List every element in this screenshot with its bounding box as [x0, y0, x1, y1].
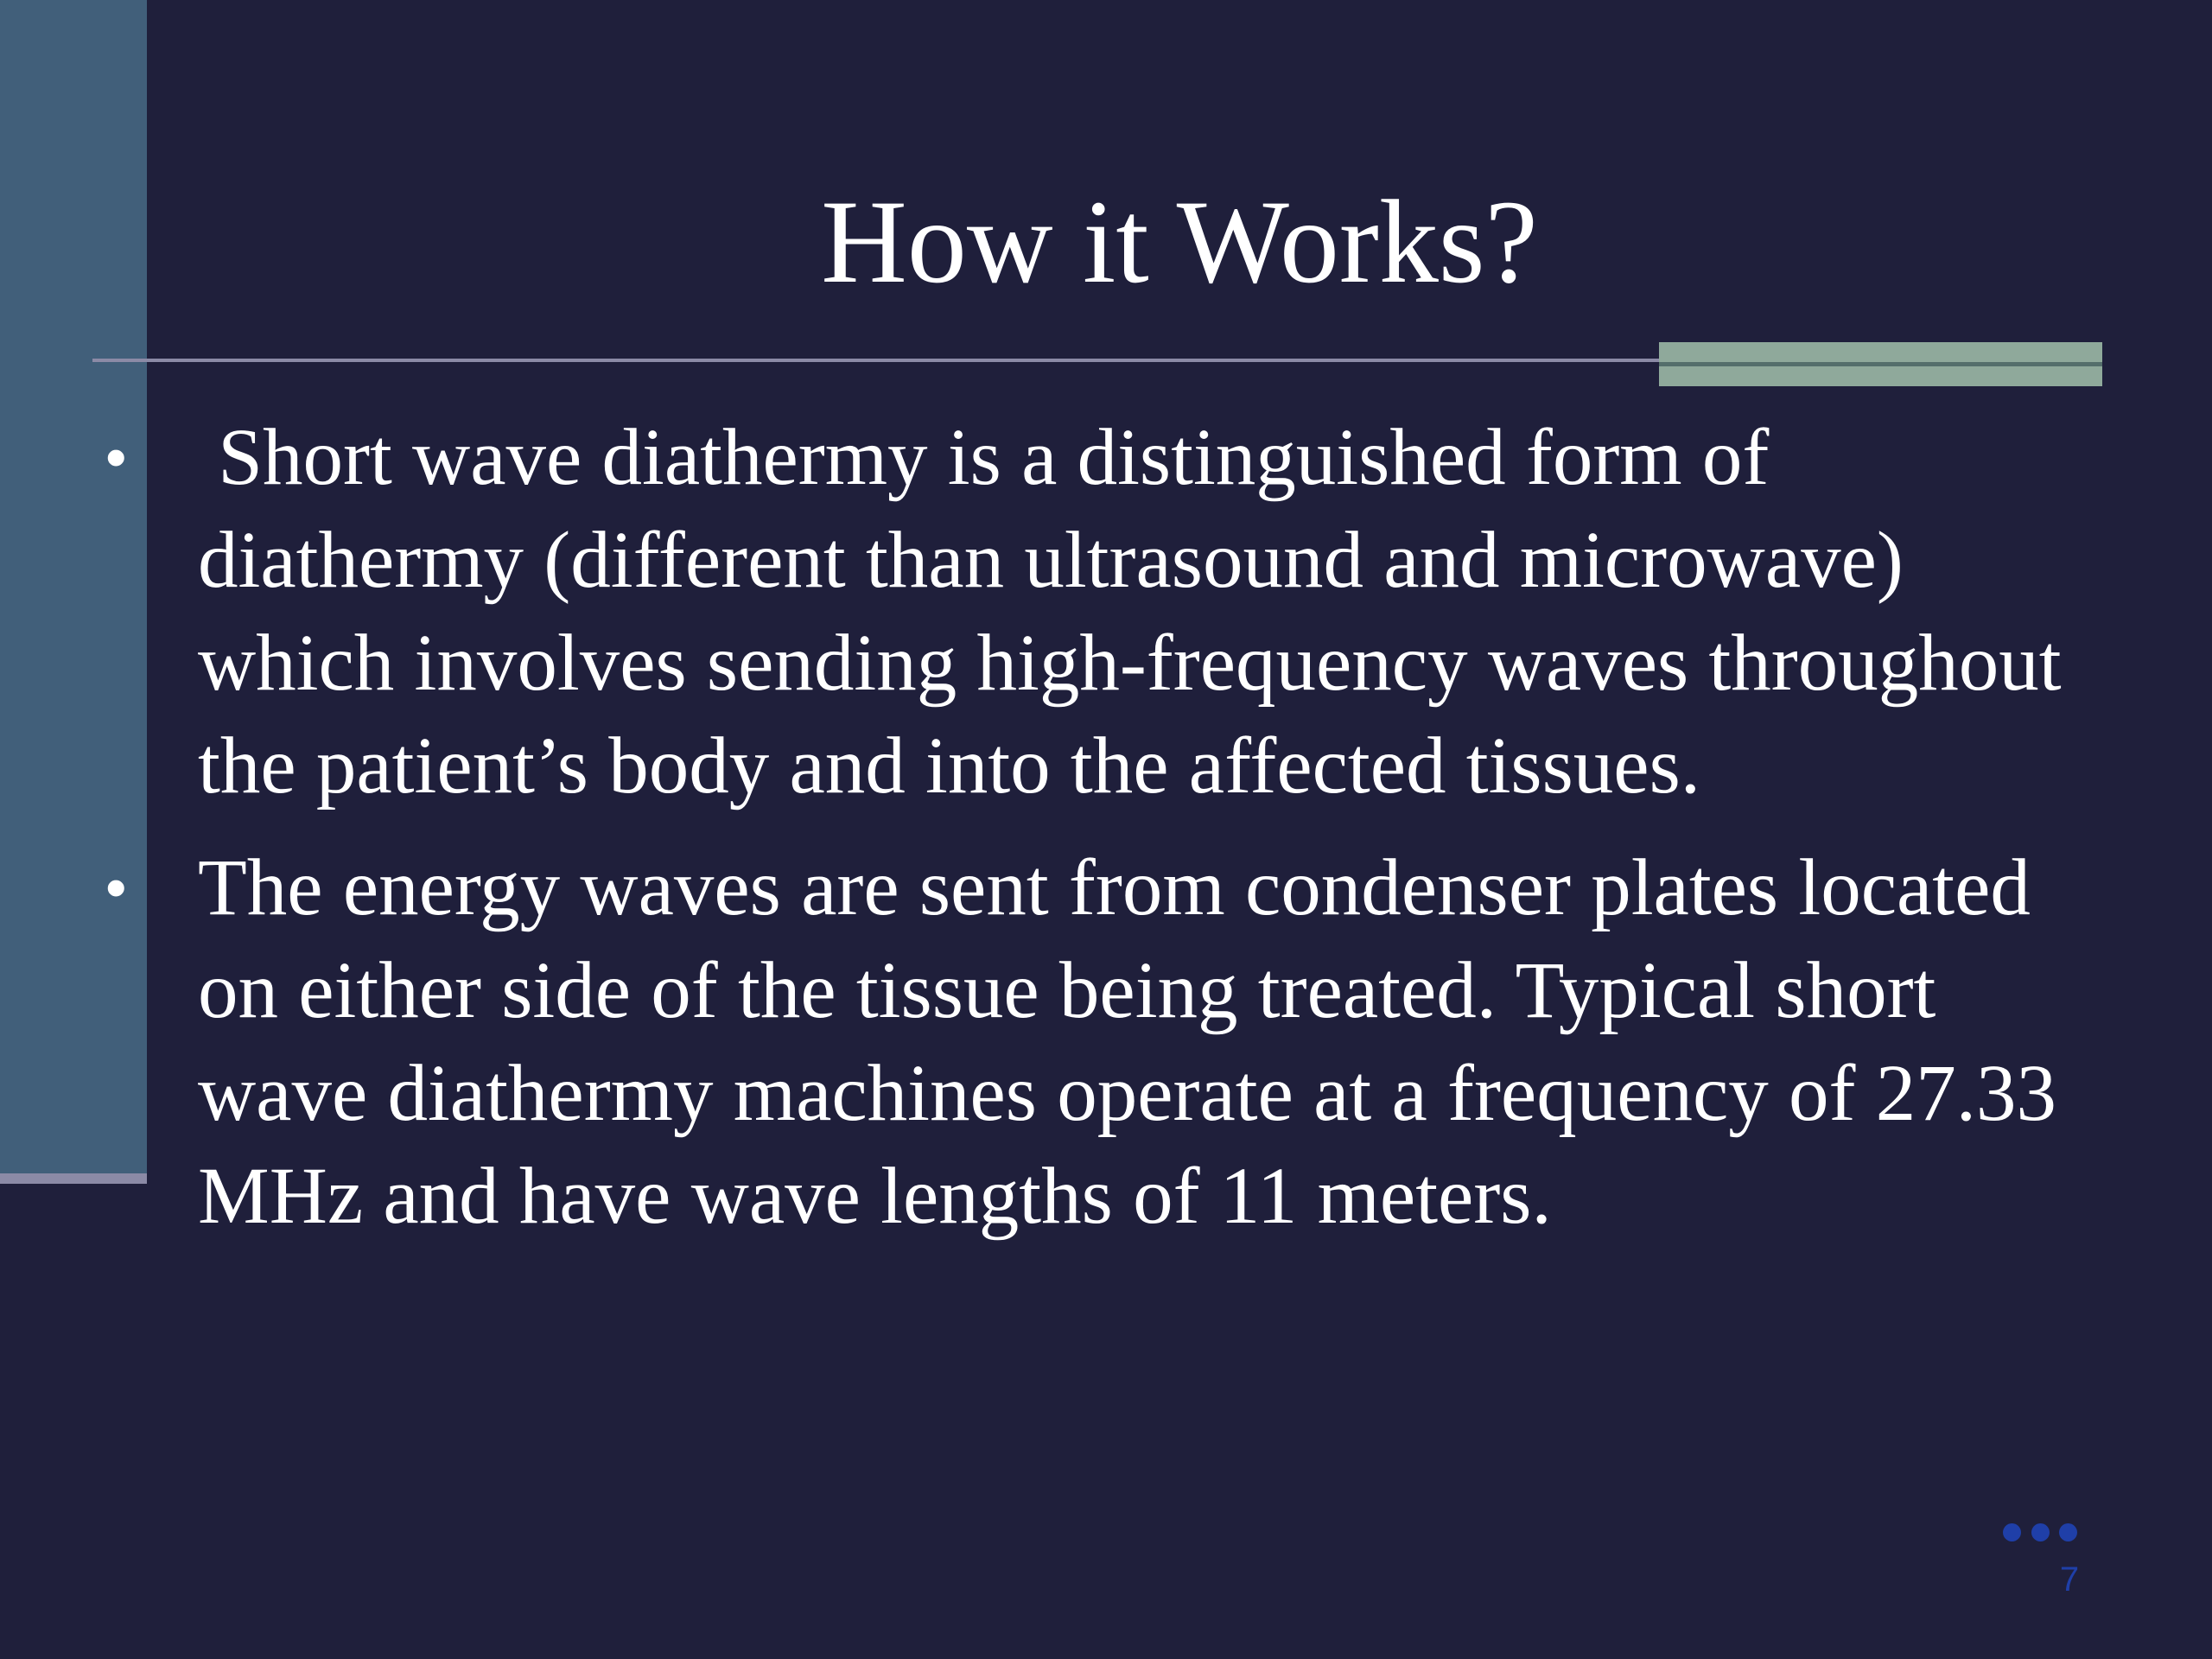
three-dots-icon[interactable] [2003, 1523, 2077, 1542]
title-divider [92, 359, 1661, 362]
dot-icon [2031, 1523, 2050, 1541]
bullet-text: The energy waves are sent from condenser plates located on either side of the tissue being treated. Typical short wave diathermy machines operate at a frequency of 27.33 MHz and have wave lengths of 11 meters. [198, 843, 2077, 1241]
slide-title: How it Works? [821, 175, 1538, 308]
dot-icon [2059, 1523, 2077, 1541]
dot-icon [2003, 1523, 2021, 1541]
bullet-list [105, 406, 2093, 1267]
bullet-icon: • [105, 423, 127, 491]
bullet-text: Short wave diathermy is a distinguished form of diathermy (different than ultrasound and microwave) which involves sending high-frequency waves throughout the patient’s body and into the affected tissues. [198, 413, 2082, 810]
bullet-item [105, 836, 2093, 1248]
accent-bar-line [1659, 362, 2102, 366]
page-number: 7 [2059, 1560, 2080, 1599]
bullet-icon: • [105, 854, 127, 921]
bullet-item [105, 406, 2093, 817]
